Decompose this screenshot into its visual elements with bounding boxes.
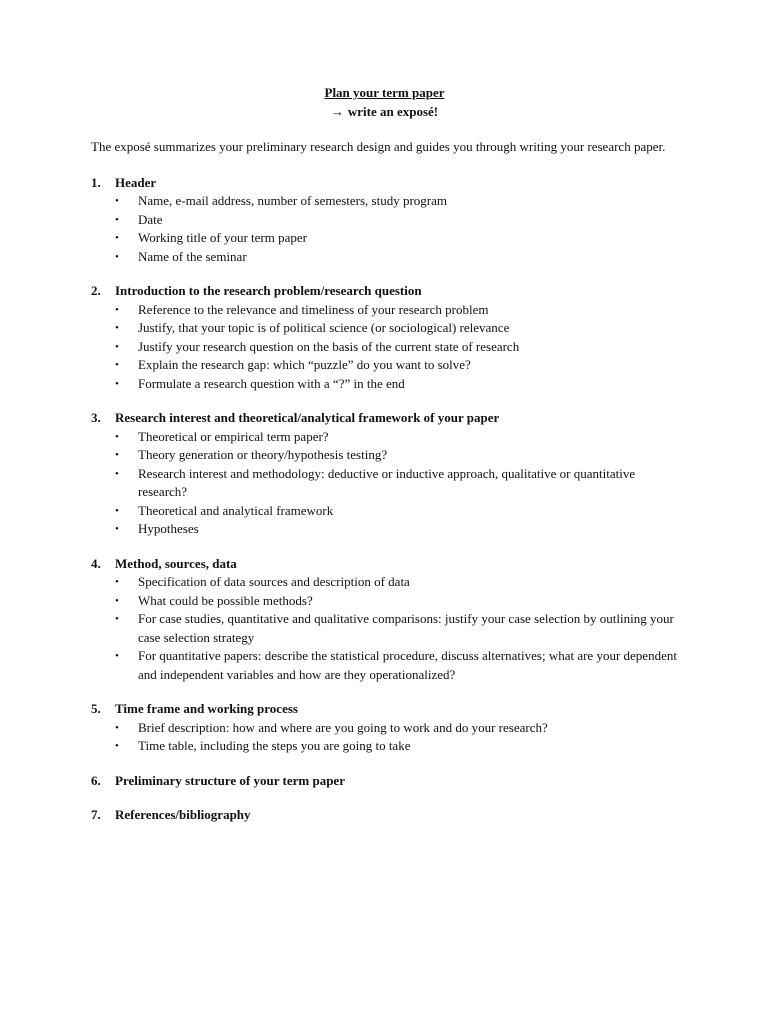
list-item <box>115 465 678 502</box>
list-item-text: Brief description: how and where are you going to work and do your research? <box>138 719 548 735</box>
list-item <box>115 520 678 539</box>
document-subtitle <box>91 103 678 122</box>
arrow-right-icon: → <box>330 103 344 119</box>
section-number: 4. <box>91 555 101 571</box>
bullet-icon: • <box>115 594 119 607</box>
section-heading-text: Time frame and working process <box>115 701 298 716</box>
list-item-text: Name of the seminar <box>138 248 247 264</box>
section <box>91 772 678 791</box>
list-item <box>115 229 678 248</box>
bullet-list <box>91 301 678 394</box>
list-item-text: Explain the research gap: which “puzzle” do you want to solve? <box>138 357 471 372</box>
section-number: 7. <box>91 807 101 822</box>
section-heading <box>91 555 678 574</box>
section-heading-text: Method, sources, data <box>115 555 237 571</box>
section <box>91 409 678 539</box>
subtitle-text: write an exposé! <box>347 103 439 119</box>
section <box>91 282 678 393</box>
list-item <box>115 428 678 447</box>
list-item-text: Formulate a research question with a “?” in the end <box>138 375 405 391</box>
list-item-text: Theoretical and analytical framework <box>138 502 334 518</box>
section-heading <box>91 174 678 193</box>
bullet-icon: • <box>115 377 119 390</box>
list-item <box>115 573 678 592</box>
section-heading <box>91 282 678 301</box>
list-item-text: Theoretical or empirical term paper? <box>138 428 329 444</box>
list-item <box>115 211 678 230</box>
bullet-icon: • <box>115 467 119 480</box>
bullet-list <box>91 573 678 684</box>
section-number: 6. <box>91 772 101 788</box>
section <box>91 806 678 825</box>
bullet-icon: • <box>115 195 119 207</box>
section-number: 2. <box>91 283 101 298</box>
section-heading-text: Header <box>115 174 157 190</box>
section-heading <box>91 409 678 428</box>
section-heading-text: Research interest and theoretical/analytical framework of your paper <box>115 410 500 425</box>
intro-paragraph: The exposé summarizes your preliminary research design and guides you through writing your research paper. <box>91 139 666 154</box>
bullet-icon: • <box>115 213 119 226</box>
bullet-icon: • <box>115 504 119 517</box>
list-item-text: Time table, including the steps you are going to take <box>138 738 411 753</box>
section-number: 1. <box>91 174 101 190</box>
bullet-icon: • <box>115 232 119 244</box>
list-item <box>115 592 678 611</box>
bullet-icon: • <box>115 449 119 461</box>
section-heading-text: References/bibliography <box>115 807 251 822</box>
bullet-icon: • <box>115 740 119 752</box>
list-item-text: Justify, that your topic is of political science (or sociological) relevance <box>138 320 510 335</box>
list-item-text: Theory generation or theory/hypothesis testing? <box>138 447 388 462</box>
document-title: Plan your term paper <box>324 85 445 100</box>
list-item <box>115 610 678 647</box>
bullet-icon: • <box>115 322 119 334</box>
list-item-text: Reference to the relevance and timeliness of your research problem <box>138 301 489 317</box>
bullet-icon: • <box>115 523 119 535</box>
list-item-text: Research interest and methodology: deductive or inductive approach, qualitative or quantitative research? <box>138 465 636 499</box>
section <box>91 700 678 756</box>
bullet-icon: • <box>115 650 119 662</box>
list-item <box>115 446 678 465</box>
bullet-icon: • <box>115 340 119 353</box>
list-item-text: For quantitative papers: describe the statistical procedure, discuss alternatives; what are your dependent and independent variables and how are they operationalized? <box>138 648 677 682</box>
section-heading <box>91 806 678 825</box>
section-heading <box>91 700 678 719</box>
list-item-text: What could be possible methods? <box>138 592 313 608</box>
section-number: 3. <box>91 410 101 425</box>
list-item-text: Specification of data sources and description of data <box>138 574 410 589</box>
section-number: 5. <box>91 701 101 716</box>
section-heading-text: Preliminary structure of your term paper <box>115 772 345 788</box>
list-item <box>115 301 678 320</box>
list-item <box>115 319 678 338</box>
section <box>91 555 678 685</box>
section <box>91 174 678 267</box>
list-item-text: Date <box>138 211 163 227</box>
list-item <box>115 719 678 738</box>
list-item <box>115 737 678 756</box>
list-item-text: Hypotheses <box>138 521 199 536</box>
list-item-text: Justify your research question on the basis of the current state of research <box>138 338 520 354</box>
bullet-icon: • <box>115 430 119 443</box>
list-item <box>115 502 678 521</box>
bullet-icon: • <box>115 250 119 263</box>
bullet-list <box>91 192 678 266</box>
bullet-list <box>91 428 678 539</box>
sections-list <box>91 174 678 825</box>
list-item-text: Working title of your term paper <box>138 230 307 245</box>
section-heading-text: Introduction to the research problem/research question <box>115 283 422 298</box>
list-item <box>115 192 678 211</box>
list-item <box>115 647 678 684</box>
bullet-icon: • <box>115 613 119 625</box>
list-item <box>115 338 678 357</box>
list-item <box>115 375 678 394</box>
bullet-icon: • <box>115 303 119 316</box>
section-heading <box>91 772 678 791</box>
bullet-icon: • <box>115 359 119 371</box>
list-item <box>115 356 678 375</box>
bullet-icon: • <box>115 721 119 734</box>
list-item-text: Name, e-mail address, number of semesters, study program <box>138 193 448 208</box>
bullet-icon: • <box>115 576 119 588</box>
list-item <box>115 248 678 267</box>
list-item-text: For case studies, quantitative and qualitative comparisons: justify your case selection by outlining your case selection strategy <box>138 611 674 645</box>
bullet-list <box>91 719 678 756</box>
